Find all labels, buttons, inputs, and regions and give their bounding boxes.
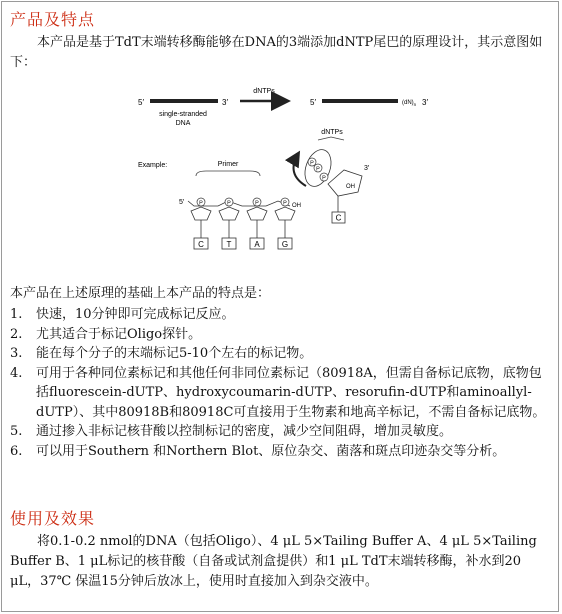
- base-label: A: [254, 240, 260, 249]
- dntps-label-2: dNTPs: [321, 129, 343, 136]
- dntp-3prime: 3′: [364, 165, 370, 172]
- primer-label: Primer: [217, 161, 239, 168]
- example-label: Example:: [138, 162, 168, 169]
- tdt-diagram: [128, 84, 428, 264]
- ss-3prime: 3′: [222, 98, 228, 107]
- intro-paragraph: 本产品是基于TdT末端转移酶能够在DNA的3端添加dNTP尾巴的原理设计，其示意图如下：: [10, 35, 543, 70]
- sugar-ring: [247, 207, 267, 220]
- section-heading-features: 产品及特点: [10, 10, 96, 29]
- phosphate-label: P: [199, 200, 203, 207]
- base-label: T: [226, 240, 232, 249]
- primer-bracket: [196, 171, 260, 176]
- dntps-bracket: [318, 137, 344, 140]
- phosphate-label: P: [255, 200, 259, 207]
- dntp-3oh: OH: [346, 184, 355, 190]
- feature-item: 5. 通过掺入非标记核苷酸以控制标记的密度，减少空间阻碍，增加灵敏度。: [10, 424, 453, 439]
- product-3prime: 3′: [422, 98, 428, 107]
- feature-item: 6. 可以用于Southern 和Northern Blot、原位杂交、菌落和斑点印迹杂交等分析。: [10, 443, 506, 459]
- phosphate-label: P: [227, 200, 231, 207]
- feature-item: 3. 能在每个分子的末端标记5-10个左右的标记物。: [10, 346, 313, 361]
- section-heading-usage: 使用及效果: [10, 509, 96, 528]
- incoming-arrow: [294, 154, 307, 186]
- ss-dna-strand: [150, 99, 218, 103]
- phosphate-label: P: [316, 166, 320, 173]
- primer-5prime: 5′: [179, 199, 185, 206]
- features-intro: 本产品在上述原理的基础上本产品的特点是：: [10, 286, 271, 301]
- ss-label-2: DNA: [175, 120, 191, 127]
- product-strand: [322, 99, 398, 103]
- ss-label-1: single-stranded: [159, 111, 207, 118]
- product-tail: $(dN)_n$: [402, 100, 417, 107]
- phosphate-label: P: [283, 200, 287, 207]
- arrow-dntps-label: dNTPs: [253, 88, 275, 95]
- base-label: C: [198, 240, 204, 249]
- sugar-ring: [328, 170, 362, 196]
- product-5prime: 5′: [310, 98, 316, 107]
- feature-item: 2. 尤其适合于标记Oligo探针。: [10, 326, 202, 342]
- base-label: G: [281, 240, 289, 249]
- feature-item: 4. 可用于各种同位素标记和其他任何非同位素标记（80918A，但需自备标记底物，底物包括fluorescein-dUTP、hydroxycoumarin-dUTP、resorufin-dUTP和aminoallyl-dUTP）、其中80918B和80918C可直接用于生物素和地高辛标记，不需自备标记底物。: [10, 365, 546, 420]
- incoming-base-label: C: [335, 213, 342, 223]
- feature-item: 1. 快速，10分钟即可完成标记反应。: [10, 307, 235, 322]
- ss-5prime: 5′: [138, 98, 144, 107]
- features-list: [10, 305, 552, 461]
- sugar-ring: [219, 207, 239, 220]
- document-page: [1, 1, 559, 612]
- phosphate-label: P: [310, 160, 314, 167]
- sugar-ring: [191, 207, 211, 220]
- usage-paragraph: 将0.1-0.2 nmol的DNA（包括Oligo）、4 μL 5×Tailing Buffer A、4 μL 5×Tailing Buffer B、1 μL标记的核苷酸（自备或试剂盒提供）和1 μL TdT末端转移酶，补水到20 μL，37℃ 保温15分钟后放冰上，使用时直接加入到杂交液中。: [10, 534, 537, 589]
- primer-3oh: OH: [292, 203, 301, 209]
- phosphate-label: P: [322, 175, 326, 182]
